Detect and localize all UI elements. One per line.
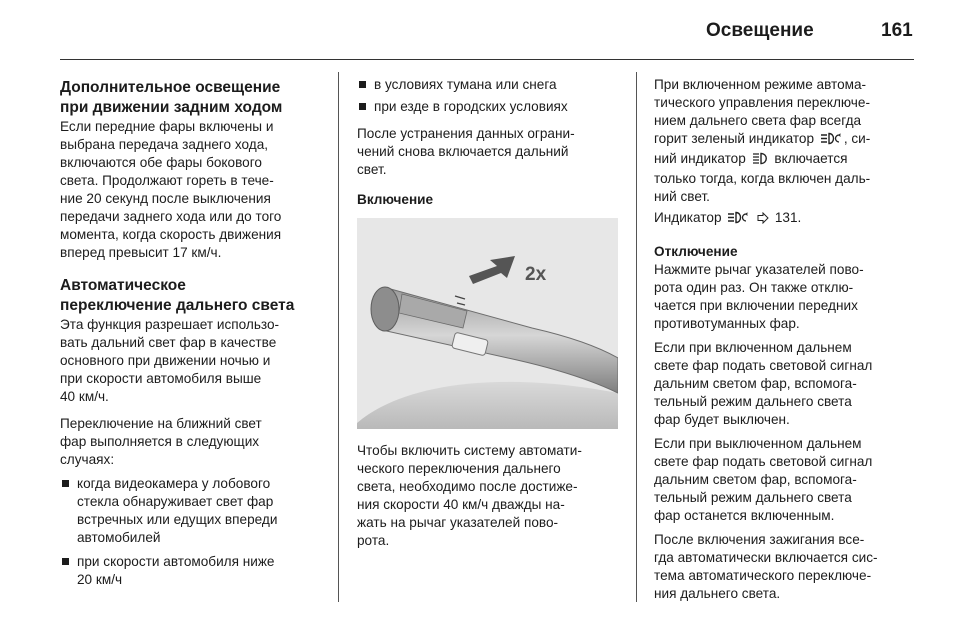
heading-line: Дополнительное освещение bbox=[60, 79, 281, 96]
dashboard-shape bbox=[357, 382, 618, 429]
page-section-title: Освещение bbox=[706, 20, 814, 41]
text-line: чений снова включается дальний bbox=[357, 144, 569, 159]
paragraph-low-beam-cases bbox=[60, 415, 330, 469]
text-line: Индикатор bbox=[654, 210, 722, 225]
text-line: только тогда, когда включен даль- bbox=[654, 171, 871, 186]
lever-tip bbox=[371, 287, 399, 331]
text-line: при скорости автомобиля ниже bbox=[77, 554, 275, 569]
text-line: когда видеокамера у лобового bbox=[77, 476, 271, 491]
text-line: чается при включении передних bbox=[654, 298, 858, 313]
text-line: выбрана передача заднего хода, bbox=[60, 137, 269, 152]
paragraph-flash-off bbox=[654, 435, 924, 525]
text-line: свете фар подать световой сигнал bbox=[654, 358, 873, 373]
text-line: гда автоматически включается сис- bbox=[654, 550, 878, 565]
text-line: передачи заднего хода или до того bbox=[60, 209, 282, 224]
text-line: Если при включенном дальнем bbox=[654, 340, 852, 355]
column-divider-2 bbox=[636, 72, 637, 602]
text-line: После включения зажигания все- bbox=[654, 532, 865, 547]
text-line: ния дальнего света. bbox=[654, 586, 781, 601]
text-line: При включенном режиме автома- bbox=[654, 77, 867, 92]
text-line: при езде в городских условиях bbox=[374, 99, 568, 114]
text-line: стекла обнаруживает свет фар bbox=[77, 494, 274, 509]
text-line: ния скорости 40 км/ч дважды на- bbox=[357, 497, 565, 512]
text-line: фар выполняется в следующих bbox=[60, 434, 260, 449]
paragraph-auto-high-beam bbox=[60, 316, 330, 406]
paragraph-indicators bbox=[654, 76, 924, 206]
lever-drawing bbox=[357, 218, 618, 429]
list-item bbox=[357, 76, 627, 94]
bullet-list-continued bbox=[357, 76, 627, 116]
text-line: жать на рычаг указателей пово- bbox=[357, 515, 559, 530]
header-divider bbox=[60, 59, 914, 60]
text-line: , си- bbox=[843, 131, 871, 146]
text-line: фар будет выключен. bbox=[654, 412, 790, 427]
turn-signal-lever-illustration bbox=[357, 218, 618, 429]
press-twice-label: 2x bbox=[525, 264, 547, 285]
text-line: тического управления переключе- bbox=[654, 95, 870, 110]
paragraph-enable-instructions bbox=[357, 442, 627, 550]
text-line: тельный режим дальнего света bbox=[654, 490, 852, 505]
text-line: ний свет. bbox=[654, 189, 710, 204]
text-line: ние 20 секунд после выключения bbox=[60, 191, 271, 206]
paragraph-flash-on bbox=[654, 339, 924, 429]
text-line: автомобилей bbox=[77, 530, 161, 545]
paragraph-restore-high-beam bbox=[357, 125, 627, 179]
list-item bbox=[357, 98, 627, 116]
heading-disable: Отключение bbox=[654, 244, 738, 259]
list-item bbox=[60, 553, 330, 589]
text-line: рота. bbox=[357, 533, 390, 548]
heading-line: Автоматическое bbox=[60, 277, 186, 294]
text-line: дальним светом фар, вспомога- bbox=[654, 472, 857, 487]
list-item bbox=[60, 475, 330, 547]
text-line: противотуманных фар. bbox=[654, 316, 800, 331]
text-line: горит зеленый индикатор bbox=[654, 131, 815, 146]
heading-line: при движении задним ходом bbox=[60, 99, 283, 116]
text-line: 40 км/ч. bbox=[60, 389, 109, 404]
paragraph-indicator-reference bbox=[654, 209, 924, 229]
text-line: момента, когда скорость движения bbox=[60, 227, 282, 242]
text-line: основного при движении ночью и bbox=[60, 353, 271, 368]
heading-auto-high-beam bbox=[60, 276, 330, 316]
page-reference-link[interactable]: 131. bbox=[774, 210, 802, 225]
page-reference-arrow-icon[interactable] bbox=[757, 211, 769, 229]
text-line: свете фар подать световой сигнал bbox=[654, 454, 873, 469]
column-2 bbox=[357, 76, 627, 209]
text-line: фар останется включенным. bbox=[654, 508, 835, 523]
text-line: Нажмите рычаг указателей пово- bbox=[654, 262, 864, 277]
paragraph-ignition bbox=[654, 531, 924, 603]
text-line: свет. bbox=[357, 162, 387, 177]
text-line: тельный режим дальнего света bbox=[654, 394, 852, 409]
bullet-list-low-beam bbox=[60, 475, 330, 589]
text-line: рота один раз. Он также отклю- bbox=[654, 280, 854, 295]
push-arrow-icon bbox=[469, 256, 515, 284]
text-line: 20 км/ч bbox=[77, 572, 123, 587]
high-beam-symbol-icon bbox=[455, 296, 465, 305]
auto-high-beam-indicator-icon bbox=[820, 132, 842, 150]
column-2-bottom bbox=[357, 442, 627, 550]
text-line: ческого переключения дальнего bbox=[357, 461, 561, 476]
text-line: Переключение на ближний свет bbox=[60, 416, 262, 431]
text-line: После устранения данных ограни- bbox=[357, 126, 575, 141]
text-line: Если передние фары включены и bbox=[60, 119, 274, 134]
text-line: вперед превысит 17 км/ч. bbox=[60, 245, 222, 260]
page-number: 161 bbox=[881, 20, 913, 41]
text-line: вать дальний свет фар в качестве bbox=[60, 335, 277, 350]
text-line: нием дальнего света фар всегда bbox=[654, 113, 862, 128]
paragraph-disable bbox=[654, 261, 924, 333]
text-line: Если при выключенном дальнем bbox=[654, 436, 862, 451]
text-line: Чтобы включить систему автомати- bbox=[357, 443, 582, 458]
column-divider-1 bbox=[338, 72, 339, 602]
heading-enable: Включение bbox=[357, 192, 434, 207]
high-beam-indicator-icon bbox=[752, 152, 769, 170]
text-line: дальним светом фар, вспомога- bbox=[654, 376, 857, 391]
text-line: света, необходимо после достиже- bbox=[357, 479, 578, 494]
text-line: света. Продолжают гореть в тече- bbox=[60, 173, 274, 188]
column-1 bbox=[60, 78, 330, 592]
text-line: включается bbox=[774, 151, 848, 166]
text-line: Эта функция разрешает использо- bbox=[60, 317, 280, 332]
text-line: тема автоматического переключе- bbox=[654, 568, 872, 583]
heading-line: переключение дальнего света bbox=[60, 297, 295, 314]
text-line: случаях: bbox=[60, 452, 115, 467]
paragraph-reversing-lights bbox=[60, 118, 330, 262]
column-3 bbox=[654, 76, 924, 603]
text-line: в условиях тумана или снега bbox=[374, 77, 557, 92]
text-line: при скорости автомобиля выше bbox=[60, 371, 262, 386]
text-line: включаются обе фары бокового bbox=[60, 155, 262, 170]
auto-high-beam-indicator-icon bbox=[727, 211, 749, 229]
heading-reversing-lights bbox=[60, 78, 330, 118]
text-line: ний индикатор bbox=[654, 151, 746, 166]
text-line: встречных или едущих впереди bbox=[77, 512, 278, 527]
